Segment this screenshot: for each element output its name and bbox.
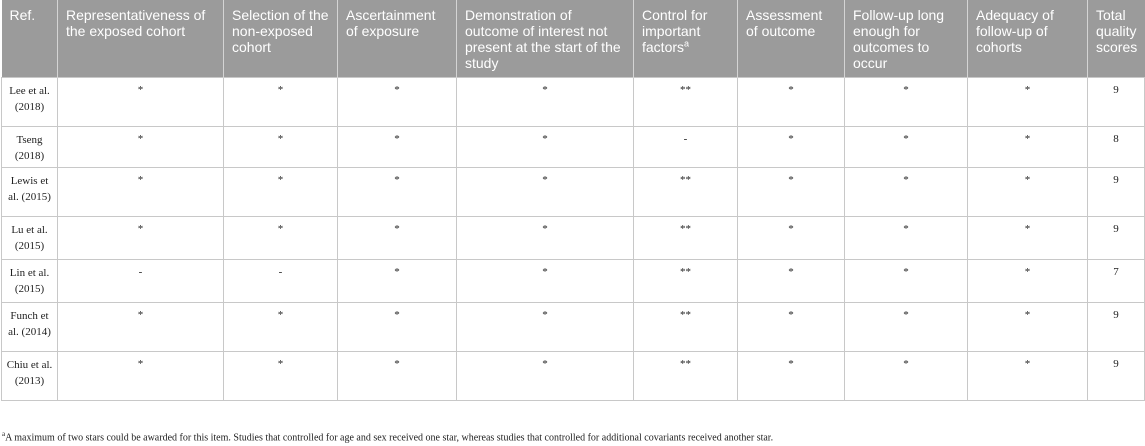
rating-cell: * bbox=[845, 78, 968, 127]
rating-cell: * bbox=[224, 303, 338, 352]
header-demonstration: Demonstration of outcome of interest not present at the start of the study bbox=[457, 0, 634, 78]
header-total: Total quality scores bbox=[1088, 0, 1145, 78]
rating-cell: * bbox=[58, 217, 224, 260]
rating-cell: ** bbox=[634, 217, 738, 260]
rating-cell: * bbox=[968, 168, 1088, 217]
footnote-text: A maximum of two stars could be awarded for this item. Studies that controlled for age and sex received one star, whereas studies that controlled for additional covariants received another star. bbox=[5, 432, 774, 444]
table-row bbox=[2, 352, 1145, 401]
header-control-label: Control for important factors bbox=[642, 7, 708, 55]
rating-cell: * bbox=[845, 303, 968, 352]
rating-cell: * bbox=[224, 168, 338, 217]
rating-cell: - bbox=[634, 127, 738, 168]
table-row bbox=[2, 260, 1145, 303]
rating-cell: * bbox=[338, 352, 457, 401]
rating-cell: * bbox=[338, 260, 457, 303]
rating-cell: * bbox=[457, 352, 634, 401]
rating-cell: * bbox=[845, 168, 968, 217]
rating-cell: * bbox=[224, 127, 338, 168]
rating-cell: ** bbox=[634, 352, 738, 401]
rating-cell: * bbox=[224, 217, 338, 260]
rating-cell: * bbox=[457, 168, 634, 217]
rating-cell: * bbox=[845, 260, 968, 303]
rating-cell: ** bbox=[634, 303, 738, 352]
rating-cell: * bbox=[224, 352, 338, 401]
table-row bbox=[2, 127, 1145, 168]
rating-cell: * bbox=[58, 303, 224, 352]
rating-cell: * bbox=[338, 78, 457, 127]
rating-cell: * bbox=[338, 127, 457, 168]
rating-cell: ** bbox=[634, 78, 738, 127]
rating-cell: * bbox=[968, 260, 1088, 303]
rating-cell: * bbox=[845, 217, 968, 260]
table-row bbox=[2, 217, 1145, 260]
rating-cell: * bbox=[224, 78, 338, 127]
table-footnote bbox=[2, 430, 773, 443]
table-row bbox=[2, 78, 1145, 127]
header-control bbox=[634, 0, 738, 78]
ref-cell: Funch et al. (2014) bbox=[2, 303, 58, 352]
rating-cell: * bbox=[738, 217, 845, 260]
rating-cell: * bbox=[738, 260, 845, 303]
quality-assessment-table bbox=[1, 0, 1145, 401]
rating-cell: * bbox=[845, 352, 968, 401]
rating-cell: * bbox=[968, 352, 1088, 401]
rating-cell: * bbox=[338, 303, 457, 352]
rating-cell: * bbox=[738, 127, 845, 168]
ref-cell: Tseng (2018) bbox=[2, 127, 58, 168]
ref-cell: Lu et al. (2015) bbox=[2, 217, 58, 260]
rating-cell: * bbox=[457, 78, 634, 127]
ref-cell: Lewis et al. (2015) bbox=[2, 168, 58, 217]
total-score-cell: 9 bbox=[1088, 78, 1145, 127]
rating-cell: * bbox=[738, 352, 845, 401]
rating-cell: * bbox=[338, 168, 457, 217]
header-assessment: Assessment of outcome bbox=[738, 0, 845, 78]
rating-cell: ** bbox=[634, 260, 738, 303]
table-row bbox=[2, 168, 1145, 217]
header-selection: Selection of the non-exposed cohort bbox=[224, 0, 338, 78]
rating-cell: * bbox=[58, 168, 224, 217]
rating-cell: * bbox=[968, 78, 1088, 127]
ref-cell: Lee et al. (2018) bbox=[2, 78, 58, 127]
rating-cell: * bbox=[738, 168, 845, 217]
header-follow-up-adequacy: Adequacy of follow-up of cohorts bbox=[968, 0, 1088, 78]
rating-cell: * bbox=[968, 303, 1088, 352]
rating-cell: * bbox=[338, 217, 457, 260]
ref-cell: Chiu et al. (2013) bbox=[2, 352, 58, 401]
rating-cell: * bbox=[738, 78, 845, 127]
header-footnote-mark: a bbox=[684, 38, 690, 49]
rating-cell: * bbox=[457, 260, 634, 303]
rating-cell: * bbox=[738, 303, 845, 352]
rating-cell: * bbox=[457, 217, 634, 260]
header-ascertainment: Ascertainment of exposure bbox=[338, 0, 457, 78]
total-score-cell: 9 bbox=[1088, 217, 1145, 260]
header-representativeness: Representativeness of the exposed cohort bbox=[58, 0, 224, 78]
rating-cell: * bbox=[58, 78, 224, 127]
rating-cell: - bbox=[224, 260, 338, 303]
total-score-cell: 9 bbox=[1088, 168, 1145, 217]
footnote-mark: a bbox=[2, 430, 6, 438]
rating-cell: * bbox=[457, 127, 634, 168]
total-score-cell: 9 bbox=[1088, 352, 1145, 401]
ref-cell: Lin et al. (2015) bbox=[2, 260, 58, 303]
rating-cell: ** bbox=[634, 168, 738, 217]
header-ref: Ref. bbox=[2, 0, 58, 78]
table-body bbox=[2, 78, 1145, 401]
rating-cell: * bbox=[457, 303, 634, 352]
total-score-cell: 8 bbox=[1088, 127, 1145, 168]
header-follow-up-length: Follow-up long enough for outcomes to occur bbox=[845, 0, 968, 78]
rating-cell: * bbox=[968, 217, 1088, 260]
total-score-cell: 9 bbox=[1088, 303, 1145, 352]
table-row bbox=[2, 303, 1145, 352]
header-row bbox=[2, 0, 1145, 78]
rating-cell: * bbox=[968, 127, 1088, 168]
rating-cell: * bbox=[58, 352, 224, 401]
rating-cell: * bbox=[845, 127, 968, 168]
rating-cell: - bbox=[58, 260, 224, 303]
total-score-cell: 7 bbox=[1088, 260, 1145, 303]
rating-cell: * bbox=[58, 127, 224, 168]
